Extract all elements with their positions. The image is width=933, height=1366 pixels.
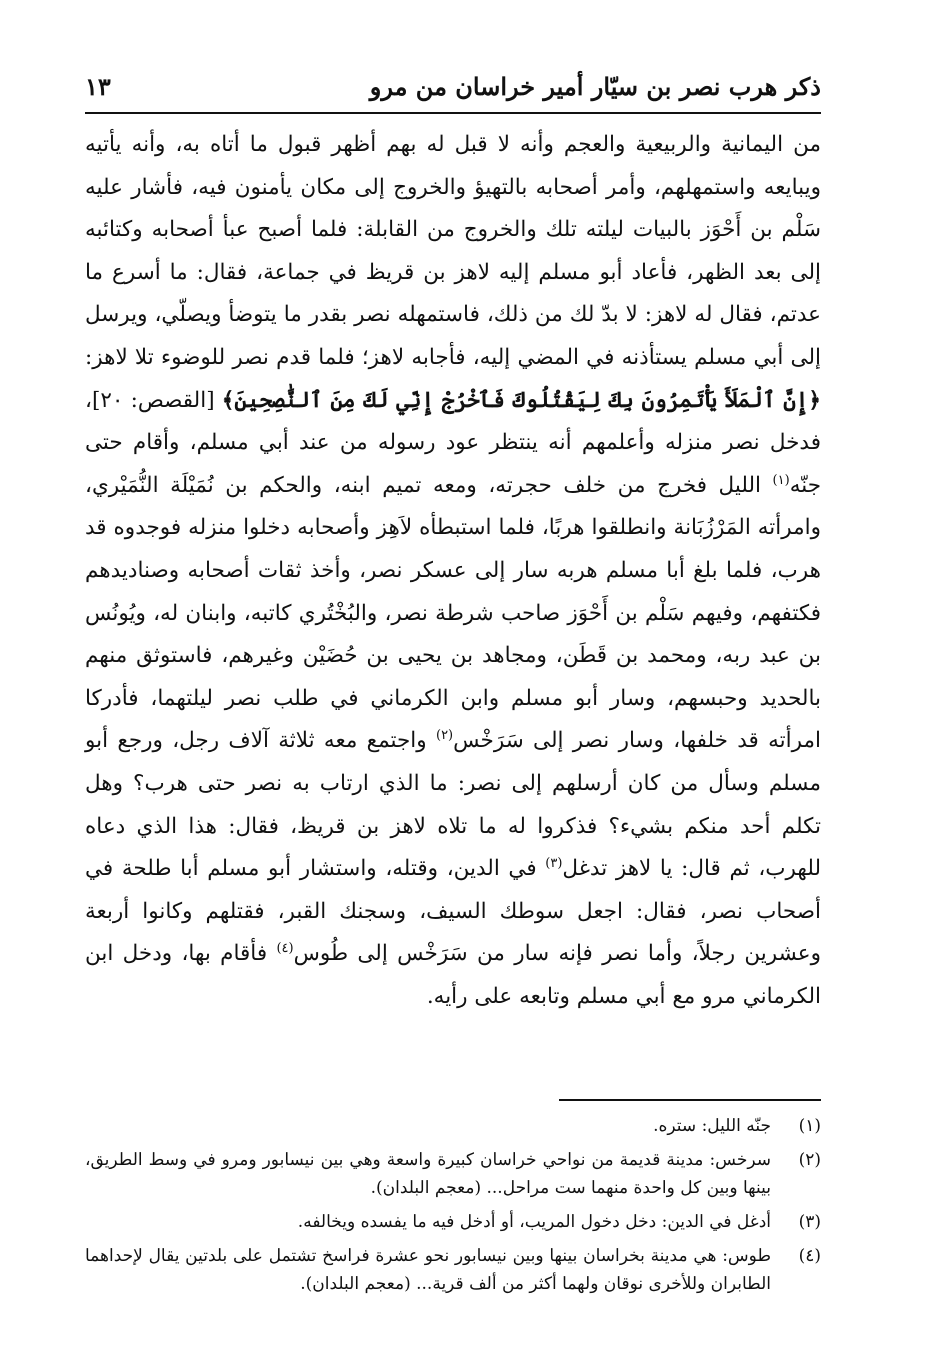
footnote-ref-2[interactable]: (٢) bbox=[435, 728, 454, 744]
footnote bbox=[85, 1242, 821, 1298]
footnote-number: (٤) bbox=[798, 1246, 821, 1266]
footnote-ref-4[interactable]: (٤) bbox=[276, 941, 294, 957]
footnotes bbox=[85, 1112, 821, 1304]
quran-verse: ﴿إِنَّ ٱلْمَلَأَ يَأْتَمِرُونَ بِكَ لِيَقْتُلُوكَ فَٱخْرُجْ إِنِّي لَكَ مِنَ ٱلنَّٰصِحِينَ﴾ bbox=[221, 387, 822, 413]
footnote-ref-3[interactable]: (٣) bbox=[545, 855, 563, 871]
footnote bbox=[85, 1112, 821, 1140]
footnote-rule bbox=[559, 1099, 821, 1101]
running-header bbox=[85, 66, 821, 106]
text-segment: واجتمع معه ثلاثة آلاف رجل، ورجع أبو مسلم وسأل من كان أرسلهم إلى نصر: ما الذي ارتاب به نصر حتى هرب؟ وهل تكلم أحد منكم بشيء؟ فذكروا له ما تلاه لاهز بن قريظ، فقال: هذا الذي دعاه للهرب، ثم قال: يا لاهز تدغل bbox=[85, 728, 821, 882]
footnote-text: أدغل في الدين: دخل دخول المريب، أو أدخل فيه ما يفسده ويخالفه. bbox=[297, 1212, 771, 1232]
footnote-number: (٢) bbox=[798, 1150, 821, 1170]
footnote-text: طوس: هي مدينة بخراسان بينها وبين نيسابور نحو عشرة فراسخ تشتمل على بلدتين يقال لإحداهما الطابران وللأخرى نوقان ولهما أكثر من ألف قرية... (معجم البلدان). bbox=[85, 1246, 771, 1294]
chapter-title: ذكر هرب نصر بن سيّار أمير خراسان من مرو bbox=[369, 71, 821, 101]
text-segment: [القصص: ٢٠]، فدخل نصر منزله وأعلمهم أنه ينتظر عود رسوله من عند أبي مسلم، وأقام حتى جنّه bbox=[85, 387, 821, 498]
main-text bbox=[85, 124, 821, 1018]
text-segment: في الدين، وقتله، واستشار أبو مسلم أبا طلحة في أصحاب نصر، فقال: اجعل سوطك السيف، وسجنك القبر، فقتلهم وكانوا أربعة وعشرين رجلاً، وأما نصر فإنه سار من سَرَخْس إلى طُوس bbox=[85, 856, 822, 967]
footnote bbox=[85, 1146, 821, 1202]
paragraph bbox=[85, 124, 821, 1018]
text-segment: من اليمانية والربيعية والعجم وأنه لا قبل له بهم أظهر قبول ما أتاه به، وأنه يأتيه ويبايعه واستمهلهم، وأمر أصحابه بالتهيؤ والخروج إلى مكان يأمنون فيه، فأشار عليه سَلْم بن أَحْوَز بالبيات ليلته تلك والخروج من القابلة: فلما أصبح عبأ أصحابه وكتائبه إلى بعد الظهر، فأعاد أبو مسلم إليه لاهز بن قريظ في جماعة، فقال: ما أسرع ما عدتم، فقال له لاهز: لا بدّ لك من ذلك، فاستمهله نصر بقدر ما يتوضأ ويصلّي، ويرسل إلى أبي مسلم يستأذنه في المضي إليه، فأجابه لاهز؛ فلما قدم نصر للوضوء تلا لاهز: bbox=[85, 132, 821, 370]
footnote-text: سرخس: مدينة قديمة من نواحي خراسان كبيرة واسعة وهي بين نيسابور ومرو في وسط الطريق، بينها وبين كل واحدة منهما ست مراحل... (معجم البلدان). bbox=[85, 1150, 771, 1198]
footnote-ref-1[interactable]: (١) bbox=[772, 472, 790, 488]
footnote bbox=[85, 1208, 821, 1236]
page-number: ١٣ bbox=[85, 71, 111, 101]
text-segment: فأقام بها، ودخل ابن الكرماني مرو مع أبي مسلم وتابعه على رأيه. bbox=[85, 941, 821, 1009]
footnote-number: (١) bbox=[798, 1116, 821, 1136]
text-segment: الليل فخرج من خلف حجرته، ومعه تميم ابنه، والحكم بن نُمَيْلَة النُّمَيْري، وامرأته المَرْزُبَانة وانطلقوا هربًا، فلما استبطأه لاَهِز وأصحابه دخلوا منزله فوجدوه قد هرب، فلما بلغ أبا مسلم هربه سار إلى عسكر نصر، وأخذ ثقات أصحابه وصناديدهم فكتفهم، وفيهم سَلْم بن أَحْوَز صاحب شرطة نصر، والبُخْتُري كاتبه، وابنان له، ويُونُس بن عبد ربه، ومحمد بن قَطَن، ومجاهد بن يحيى بن حُضَيْن وغيرهم، فاستوثق منهم بالحديد وحبسهم، وسار أبو مسلم وابن الكرماني في طلب نصر ليلتهما، فأدركا امرأته قد خلفها، وسار نصر إلى سَرَخْس bbox=[85, 472, 821, 754]
header-rule bbox=[85, 112, 821, 114]
footnote-text: جنّه الليل: ستره. bbox=[653, 1116, 771, 1136]
footnote-number: (٣) bbox=[798, 1212, 821, 1232]
